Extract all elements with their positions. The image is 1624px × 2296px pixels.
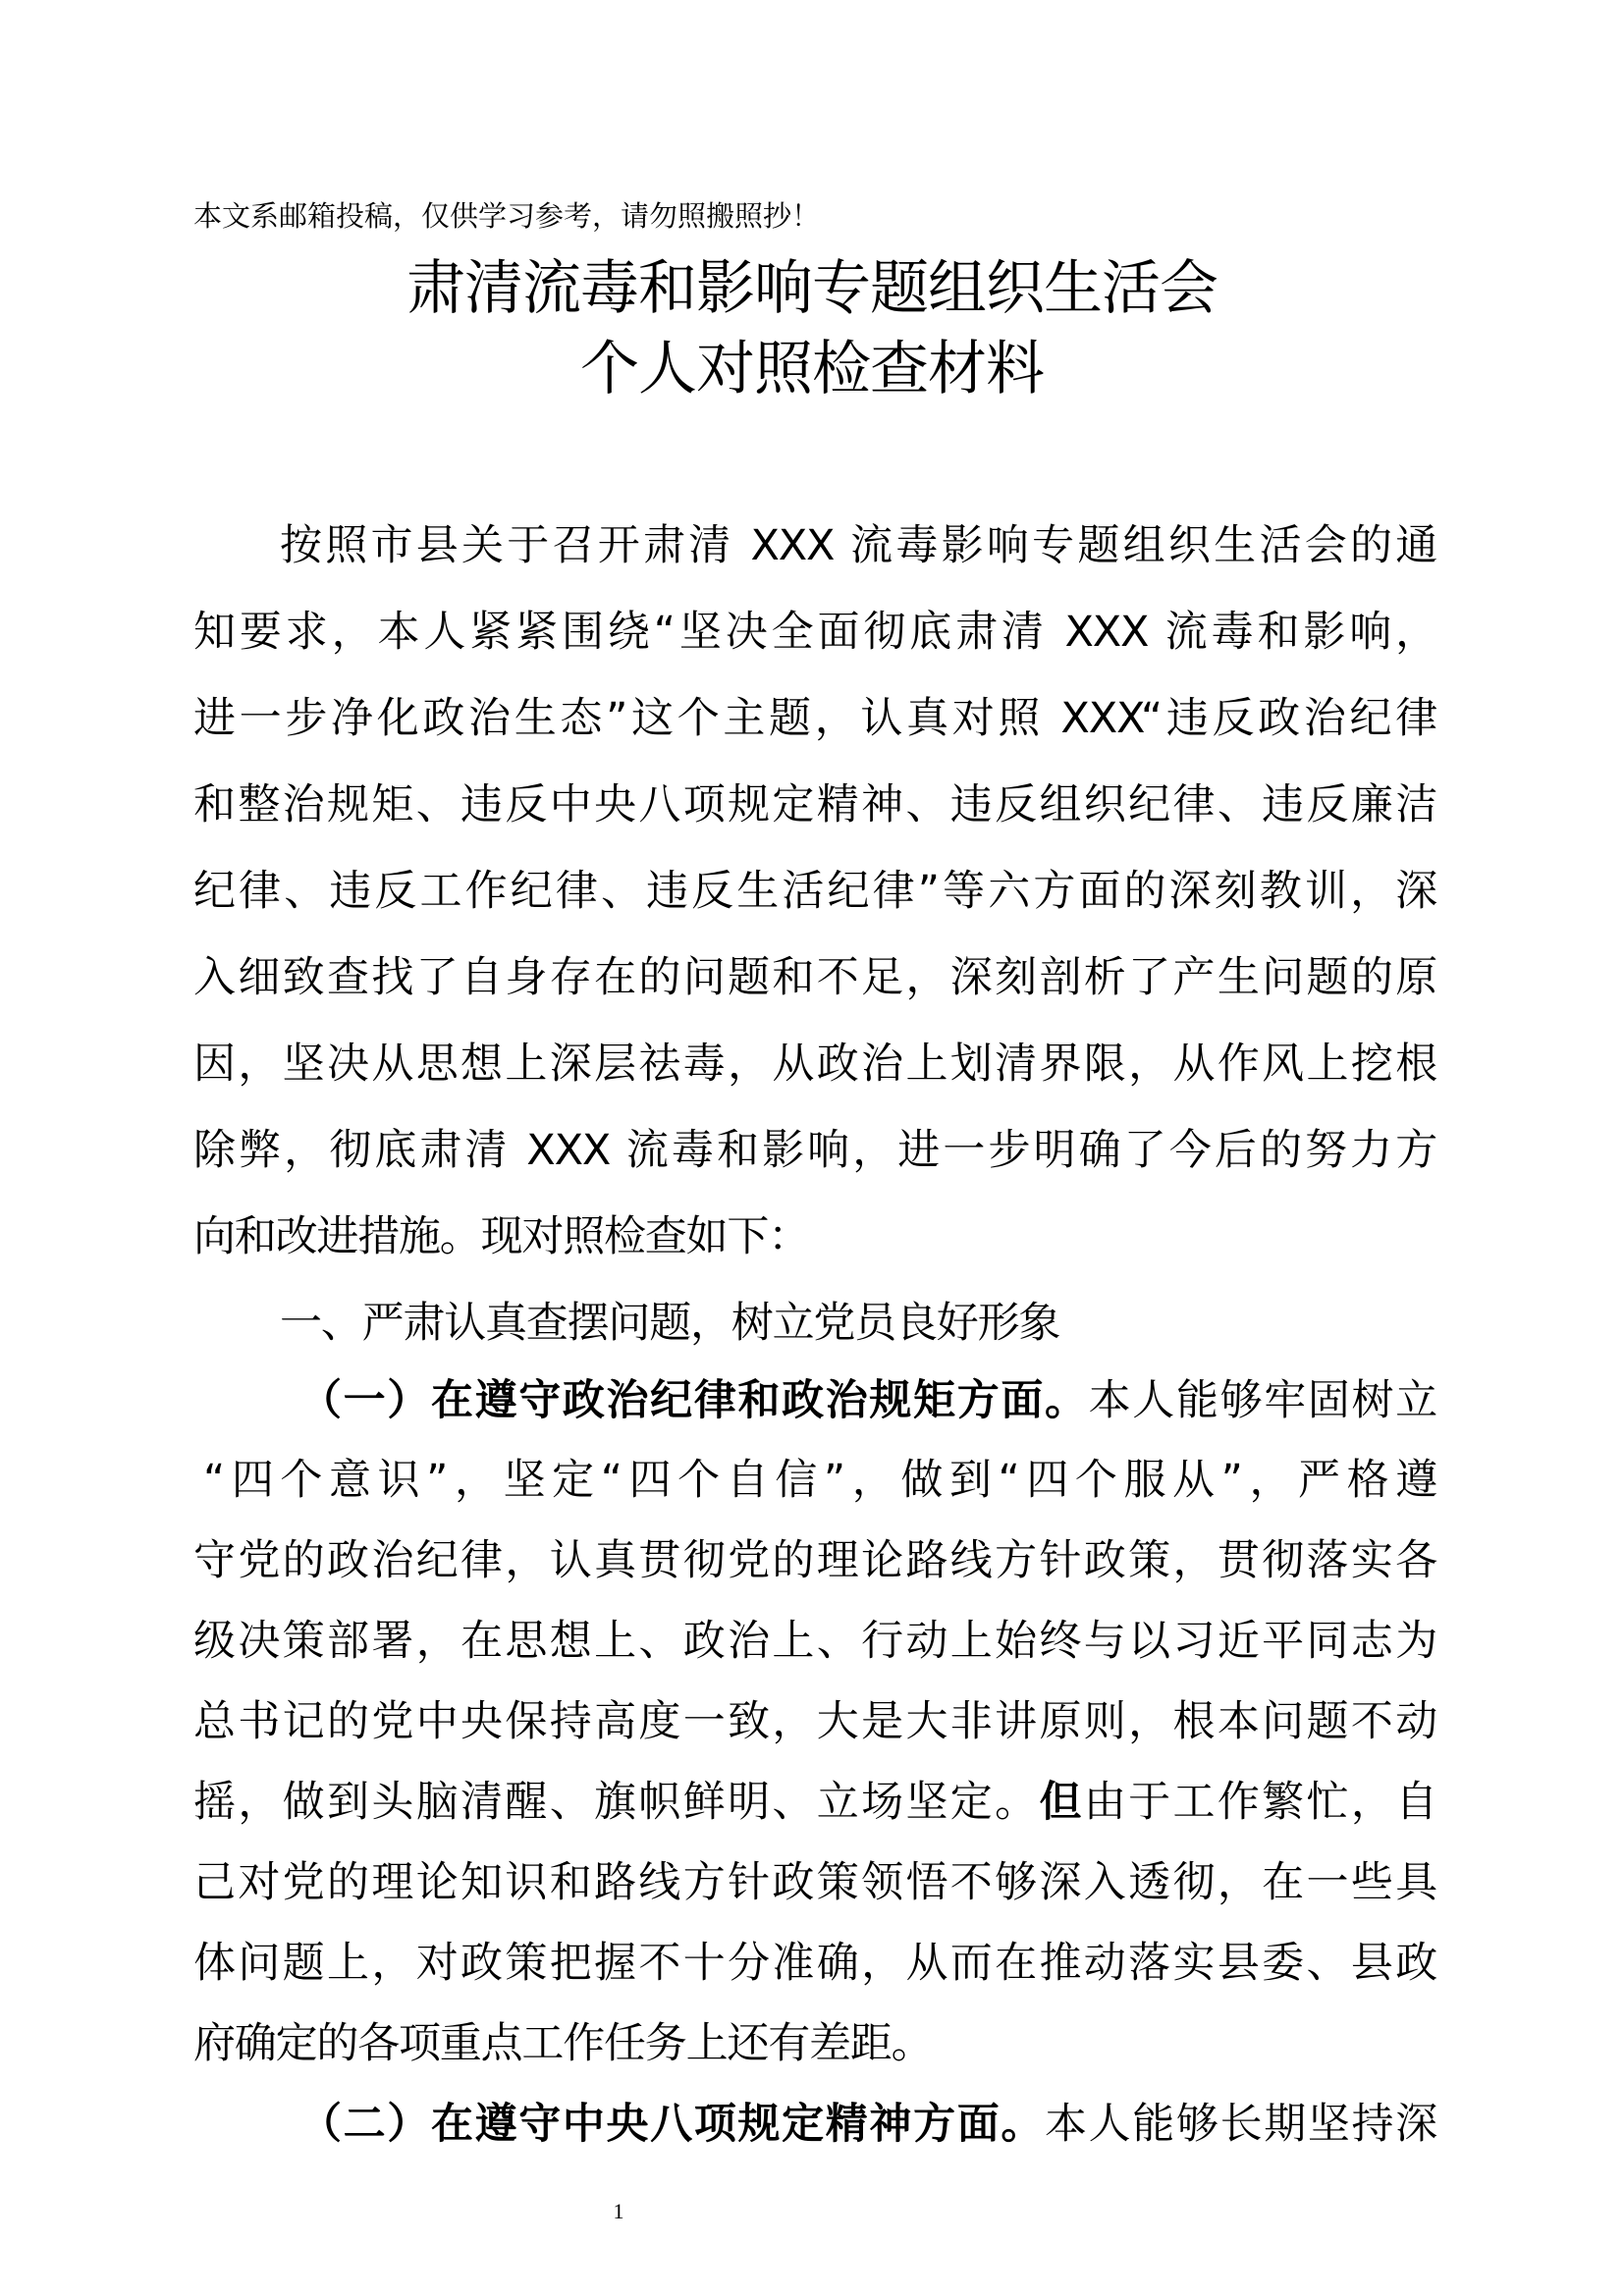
emphasis-text: 但 bbox=[1039, 1778, 1084, 1827]
body-line-with-emphasis bbox=[193, 1773, 1436, 1832]
intro-line: 向和改进措施。现对照检查如下： bbox=[193, 1212, 809, 1261]
body-line: 总书记的党中央保持高度一致，大是大非讲原则，根本问题不动 bbox=[193, 1697, 1436, 1746]
page-number: 1 bbox=[613, 2199, 624, 2223]
document-title-line2: 个人对照检查材料 bbox=[580, 335, 1044, 403]
subsection-text: 本人能够牢固树立 bbox=[1088, 1376, 1436, 1425]
intro-line: 知要求，本人紧紧围绕“坚决全面彻底肃清 XXX 流毒和影响， bbox=[193, 608, 1436, 657]
intro-line: 因，坚决从思想上深层祛毒，从政治上划清界限，从作风上挖根 bbox=[193, 1040, 1436, 1089]
section-heading: 一、严肃认真查摆问题，树立党员良好形象 bbox=[280, 1299, 1060, 1348]
subsection-heading: （二）在遵守中央八项规定精神方面。 bbox=[299, 2100, 1046, 2149]
intro-line: 进一步净化政治生态”这个主题，认真对照 XXX“违反政治纪律 bbox=[193, 694, 1436, 743]
body-line: 级决策部署，在思想上、政治上、行动上始终与以习近平同志为 bbox=[193, 1617, 1436, 1666]
body-line: 府确定的各项重点工作任务上还有差距。 bbox=[193, 2019, 933, 2068]
body-line: 守党的政治纪律，认真贯彻党的理论路线方针政策，贯彻落实各 bbox=[193, 1536, 1436, 1585]
intro-line: 入细致查找了自身存在的问题和不足，深刻剖析了产生问题的原 bbox=[193, 953, 1436, 1002]
subsection-first-line bbox=[299, 1371, 1436, 1430]
subsection-first-line bbox=[299, 2095, 1436, 2154]
submission-notice: 本文系邮箱投稿，仅供学习参考，请勿照搬照抄！ bbox=[193, 199, 821, 233]
body-text: 摇，做到头脑清醒、旗帜鲜明、立场坚定。 bbox=[193, 1778, 1040, 1827]
subsection-heading: （一）在遵守政治纪律和政治规矩方面。 bbox=[299, 1376, 1089, 1425]
body-line: “四个意识”，坚定“四个自信”，做到“四个服从”，严格遵 bbox=[203, 1456, 1436, 1505]
intro-line: 纪律、违反工作纪律、违反生活纪律”等六方面的深刻教训，深 bbox=[193, 867, 1436, 916]
intro-line: 按照市县关于召开肃清 XXX 流毒影响专题组织生活会的通 bbox=[280, 521, 1436, 570]
body-line: 己对党的理论知识和路线方针政策领悟不够深入透彻，在一些具 bbox=[193, 1858, 1436, 1907]
document-title-line1: 肃清流毒和影响专题组织生活会 bbox=[406, 254, 1218, 323]
intro-line: 和整治规矩、违反中央八项规定精神、违反组织纪律、违反廉洁 bbox=[193, 780, 1436, 829]
body-text: 由于工作繁忙，自 bbox=[1083, 1778, 1436, 1827]
intro-line: 除弊，彻底肃清 XXX 流毒和影响，进一步明确了今后的努力方 bbox=[193, 1126, 1436, 1175]
body-line: 体问题上，对政策把握不十分准确，从而在推动落实县委、县政 bbox=[193, 1939, 1436, 1988]
subsection-text: 本人能够长期坚持深 bbox=[1045, 2100, 1436, 2149]
